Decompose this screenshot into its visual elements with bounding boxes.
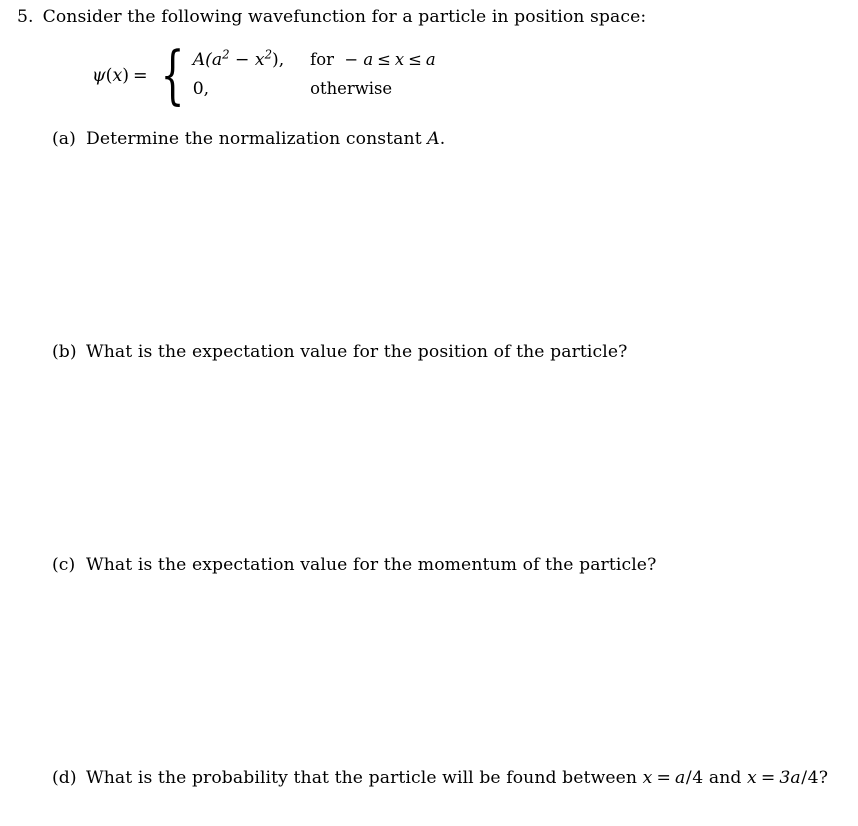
close-paren: ) (122, 65, 130, 86)
problem-number: 5. (17, 7, 34, 27)
wavefunction-equation: ψ(x) = { $A(a^2 - x^2)$, for − a ≤ x ≤ a 0, otherwise (92, 38, 436, 113)
problem-part-c (52, 554, 656, 576)
part-d-value-1-denominator: 4 (692, 768, 704, 788)
problem-statement-line (17, 6, 646, 28)
variable-x: x (112, 65, 123, 86)
equation-left-hand-side (92, 66, 155, 86)
part-d-value-1-slash: / (685, 768, 692, 788)
part-d-text-2: and (703, 768, 748, 788)
case-1-expr-prefix: A(a (192, 50, 223, 70)
case-1-relation-1: ≤ (377, 50, 391, 69)
case-1-exponent-a: 2 (222, 47, 230, 62)
part-d-text-1: What is the probability that the particle will be found between (86, 768, 643, 788)
equals-sign: = (133, 65, 148, 86)
part-d-equals-2: = (760, 768, 776, 788)
part-d-value-1-numerator: a (674, 768, 686, 788)
case-1-upper-bound: a (425, 50, 436, 69)
case-1-lower-bound: − a (344, 50, 374, 69)
part-a-label: (a) (52, 129, 76, 149)
case-2-condition: otherwise (310, 79, 393, 98)
part-d-value-2-denominator: 4 (807, 768, 819, 788)
part-d-value-2-numerator: 3a (779, 768, 801, 788)
case-2-value: 0, (192, 79, 210, 99)
case-1-expr-minus: − x (229, 50, 265, 70)
part-d-variable-1: x (642, 768, 653, 788)
problem-part-d (52, 767, 828, 789)
case-1-exponent-x: 2 (264, 47, 272, 62)
part-c-text: What is the expectation value for the momentum of the particle? (86, 555, 657, 575)
open-paren: ( (105, 65, 113, 86)
part-c-label: (c) (52, 555, 76, 575)
part-b-label: (b) (52, 342, 77, 362)
case-1-relation-2: ≤ (408, 50, 422, 69)
part-d-value-2-slash: / (801, 768, 808, 788)
problem-part-b (52, 341, 627, 363)
cases-grid (192, 47, 436, 99)
part-a-text-after: . (439, 129, 446, 149)
part-a-text-before: Determine the normalization constant (86, 129, 428, 149)
problem-statement-text: Consider the following wavefunction for a particle in position space: (42, 7, 647, 27)
case-1-expression (192, 47, 285, 70)
part-d-text-3: ? (818, 768, 829, 788)
part-d-label: (d) (52, 768, 77, 788)
part-d-equals-1: = (656, 768, 671, 788)
part-d-variable-2: x (747, 768, 757, 788)
part-b-text: What is the expectation value for the position of the particle? (86, 342, 628, 362)
case-1-condition (310, 50, 435, 69)
case-1-variable: x (394, 50, 405, 69)
case-1-expr-suffix: ), (272, 50, 285, 70)
case-1-condition-keyword: for (310, 50, 334, 69)
part-a-math-symbol: A (427, 129, 440, 149)
problem-part-a (52, 128, 445, 150)
case-2-expression (193, 79, 284, 99)
psi-symbol: ψ (92, 65, 106, 86)
